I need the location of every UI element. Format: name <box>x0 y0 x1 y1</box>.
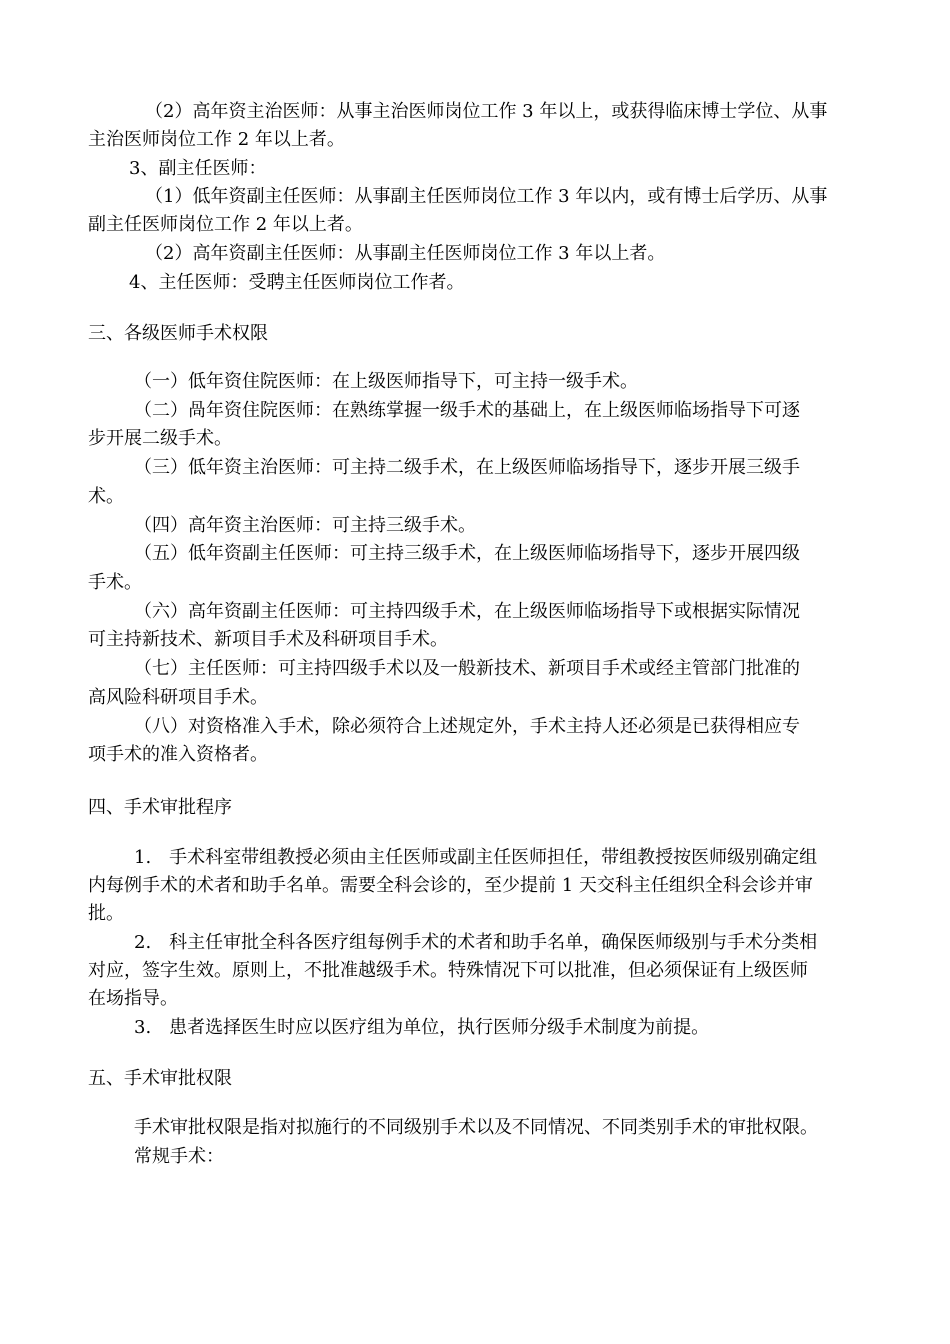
paragraph-line: 手术。 <box>88 572 142 593</box>
paragraph-line: 3、副主任医师： <box>129 158 267 179</box>
paragraph-line: 批。 <box>88 903 124 924</box>
paragraph-line: （一）低年资住院医师：在上级医师指导下，可主持一级手术。 <box>134 371 638 392</box>
paragraph-line: （五）低年资副主任医师：可主持三级手术，在上级医师临场指导下，逐步开展四级 <box>134 543 800 564</box>
paragraph-line: （六）高年资副主任医师：可主持四级手术，在上级医师临场指导下或根据实际情况 <box>134 601 800 622</box>
section-heading: 五、手术审批权限 <box>88 1068 232 1089</box>
paragraph-line: （1）低年资副主任医师：从事副主任医师岗位工作 3 年以内，或有博士后学历、从事 <box>145 186 828 207</box>
paragraph-line: 对应，签字生效。原则上，不批准越级手术。特殊情况下可以批准，但必须保证有上级医师 <box>88 960 808 981</box>
paragraph-line: 2. 科主任审批全科各医疗组每例手术的术者和助手名单，确保医师级别与手术分类相 <box>134 932 818 953</box>
paragraph-line: 常规手术： <box>134 1146 224 1167</box>
paragraph-line: 项手术的准入资格者。 <box>88 744 268 765</box>
paragraph-line: 内每例手术的术者和助手名单。需要全科会诊的，至少提前 1 天交科主任组织全科会诊并审 <box>88 875 813 896</box>
paragraph-line: （八）对资格准入手术，除必须符合上述规定外，手术主持人还必须是已获得相应专 <box>134 716 800 737</box>
paragraph-line: （2）高年资主治医师：从事主治医师岗位工作 3 年以上，或获得临床博士学位、从事 <box>145 101 828 122</box>
paragraph-line: 主治医师岗位工作 2 年以上者。 <box>88 129 345 150</box>
paragraph-line: 高风险科研项目手术。 <box>88 687 268 708</box>
paragraph-line: 术。 <box>88 486 124 507</box>
paragraph-line: 在场指导。 <box>88 988 178 1009</box>
section-heading: 三、各级医师手术权限 <box>88 323 268 344</box>
paragraph-line: 可主持新技术、新项目手术及科研项目手术。 <box>88 629 448 650</box>
paragraph-line: 3. 患者选择医生时应以医疗组为单位，执行医师分级手术制度为前提。 <box>134 1017 710 1038</box>
section-heading: 四、手术审批程序 <box>88 797 232 818</box>
paragraph-line: 手术审批权限是指对拟施行的不同级别手术以及不同情况、不同类别手术的审批权限。 <box>134 1117 818 1138</box>
paragraph-line: （七）主任医师：可主持四级手术以及一般新技术、新项目手术或经主管部门批准的 <box>134 658 800 679</box>
paragraph-line: 4、主任医师：受聘主任医师岗位工作者。 <box>129 272 465 293</box>
paragraph-line: （2）高年资副主任医师：从事副主任医师岗位工作 3 年以上者。 <box>145 243 666 264</box>
paragraph-line: （三）低年资主治医师：可主持二级手术，在上级医师临场指导下，逐步开展三级手 <box>134 457 800 478</box>
paragraph-line: 步开展二级手术。 <box>88 428 232 449</box>
paragraph-line: 1. 手术科室带组教授必须由主任医师或副主任医师担任，带组教授按医师级别确定组 <box>134 847 818 868</box>
paragraph-line: （二）咼年资住院医师：在熟练掌握一级手术的基础上，在上级医师临场指导下可逐 <box>134 400 800 421</box>
paragraph-line: （四）高年资主治医师：可主持三级手术。 <box>134 515 476 536</box>
paragraph-line: 副主任医师岗位工作 2 年以上者。 <box>88 214 363 235</box>
